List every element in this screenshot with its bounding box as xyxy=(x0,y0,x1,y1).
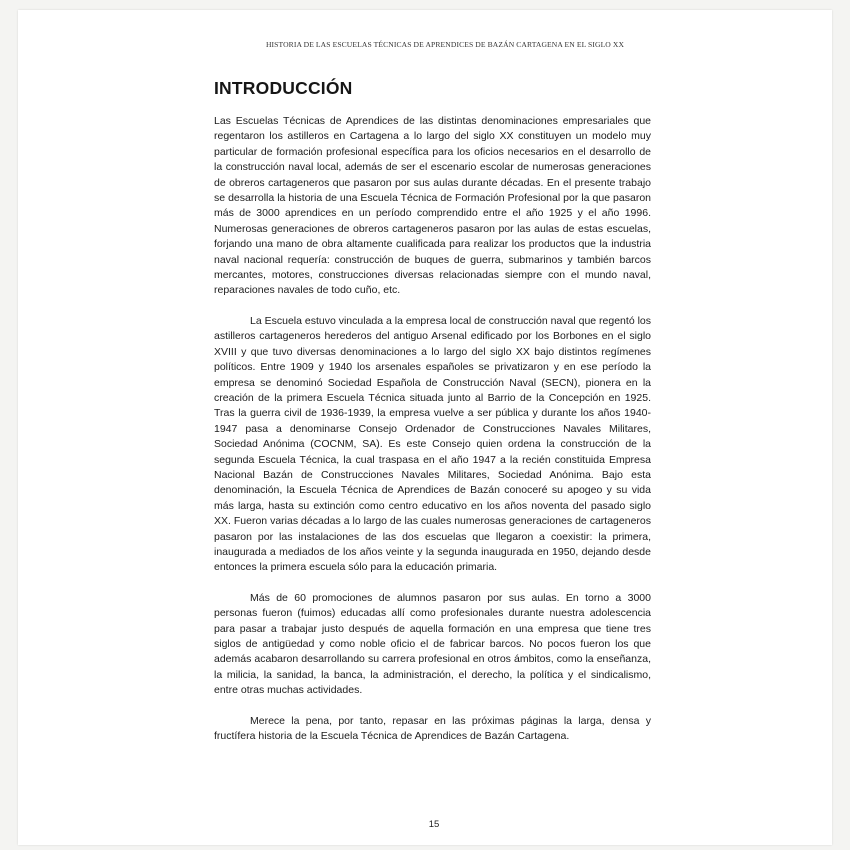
paragraph-2: La Escuela estuvo vinculada a la empresa local de construcción naval que regentó los astilleros cartageneros herederos del antiguo Arsenal edificado por los Borbones en el siglo XVIII y que tuvo diversas denominaciones a lo largo del siglo XX bajo distintos regímenes políticos. Entre 1909 y 1940 los arsenales españoles se privatizaron y en ese período la empresa se denominó Sociedad Española de Construcción Naval (SECN), pionera en la creación de la primera Escuela Técnica situada junto al Barrio de la Concepción en 1925. Tras la guerra civil de 1936-1939, la empresa vuelve a ser pública y durante los años 1940-1947 pasa a denominarse Consejo Ordenador de Construcciones Navales Militares, Sociedad Anónima (COCNM, SA). Es este Consejo quien ordena la construcción de la segunda Escuela Técnica, la cual traspasa en el año 1947 a la recién constituida Empresa Nacional Bazán de Construcciones Navales Militares, Sociedad Anónima. Bajo esta denominación, la Escuela Técnica de Aprendices de Bazán conoceré su apogeo y su vida más larga, hasta su extinción como centro educativo en los años noventa del pasado siglo XX. Fueron varias décadas a lo largo de las cuales numerosas generaciones de cartageneros pasaron por las instalaciones de las dos escuelas que llegaron a coexistir: la primera, inaugurada a mediados de los años veinte y la segunda inaugurada en 1950, dejando desde entonces la primera escuela sólo para la educación primaria. xyxy=(214,314,651,574)
paragraph-3: Más de 60 promociones de alumnos pasaron por sus aulas. En torno a 3000 personas fueron (fuimos) educadas allí como profesionales durante nuestra adolescencia para pasar a trabajar justo después de aquella formación en una empresa que tiene tres siglos de antigüedad y como noble oficio el de fabricar barcos. No pocos fueron los que además acabaron desarrollando su carrera profesional en otros ámbitos, como la enseñanza, la milicia, la sanidad, la banca, la administración, el derecho, la política y el sindicalismo, entre otras muchas actividades. xyxy=(214,591,651,697)
section-body xyxy=(214,114,651,759)
document-page xyxy=(18,10,832,845)
page-number: 15 xyxy=(428,819,440,830)
paragraph-4: Merece la pena, por tanto, repasar en las próximas páginas la larga, densa y fructífera historia de la Escuela Técnica de Aprendices de Bazán Cartagena. xyxy=(214,714,651,743)
section-title: INTRODUCCIÓN xyxy=(214,78,353,98)
paragraph-1: Las Escuelas Técnicas de Aprendices de las distintas denominaciones empresariales que regentaron los astilleros en Cartagena a lo largo del siglo XX constituyen un modelo muy particular de formación profesional específica para los oficios necesarios en el desarrollo de la construcción naval local, además de ser el escenario escolar de numerosas generaciones de obreros cartageneros que pasaron por sus aulas durante décadas. En el presente trabajo se desarrolla la historia de una Escuela Técnica de Formación Profesional por la que pasaron más de 3000 aprendices en un período comprendido entre el año 1925 y el año 1996. Numerosas generaciones de obreros cartageneros pasaron por las aulas de estas escuelas, forjando una mano de obra altamente cualificada para realizar los productos que la industria naval nacional requería: construcción de buques de guerra, submarinos y también barcos mercantes, motores, construcciones diversas relacionadas siempre con el mundo naval, reparaciones navales de todo cuño, etc. xyxy=(214,115,651,297)
running-header: HISTORIA DE LAS ESCUELAS TÉCNICAS DE APRENDICES DE BAZÁN CARTAGENA EN EL SIGLO XX xyxy=(265,40,625,49)
